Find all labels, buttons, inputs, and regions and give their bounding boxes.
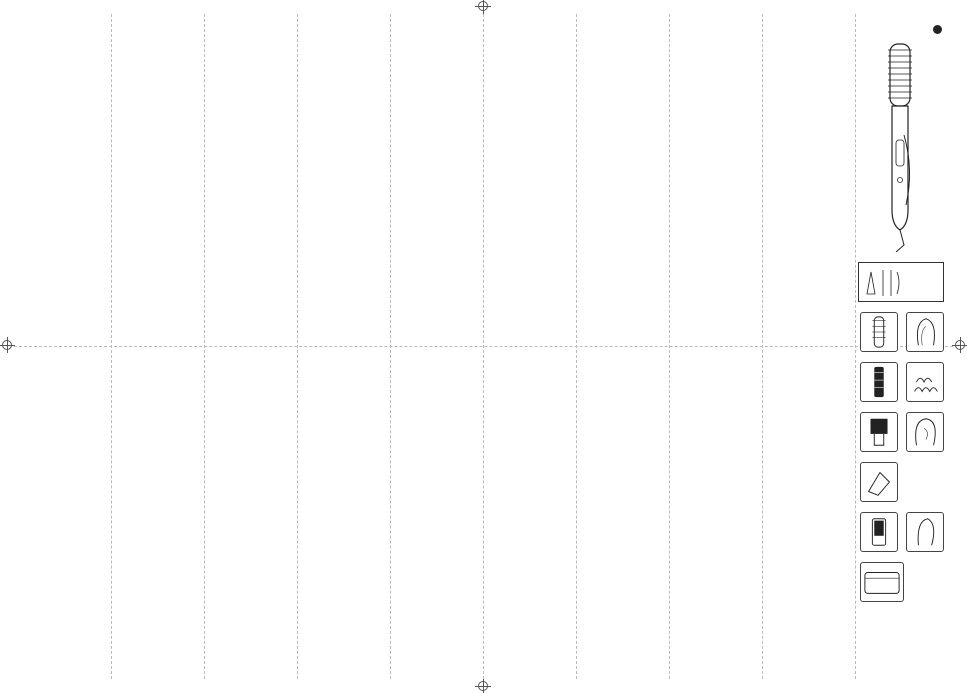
hairstyle-curls: [906, 362, 944, 402]
fold-line: [390, 14, 391, 679]
accessory-round-brush: [860, 312, 898, 352]
spec-box: [858, 262, 944, 302]
hairstyle-volume: [906, 412, 944, 452]
fold-line: [762, 14, 763, 679]
hairstyle-smooth: [906, 512, 944, 552]
accessory-concentrator: [860, 462, 898, 502]
hairstyle-straight: [906, 312, 944, 352]
registration-mark-bottom: [478, 681, 488, 691]
fold-line: [669, 14, 670, 679]
brand-logo: [933, 20, 945, 36]
fold-line: [111, 14, 112, 679]
registration-mark-top: [478, 1, 488, 11]
accessory-flat-brush: [860, 512, 898, 552]
hot-air-brush-illustration: [870, 40, 930, 260]
fold-line: [297, 14, 298, 679]
registration-mark-left: [2, 340, 12, 350]
fold-line: [576, 14, 577, 679]
fold-line: [483, 14, 484, 679]
accessory-curling-brush: [860, 362, 898, 402]
storage-pouch: [860, 562, 904, 602]
control-icons: [861, 264, 905, 302]
accessory-bristle-brush: [860, 412, 898, 452]
fold-line: [204, 14, 205, 679]
fold-line: [855, 14, 856, 679]
registration-mark-right: [955, 340, 965, 350]
brand-mark-icon: [933, 25, 942, 34]
